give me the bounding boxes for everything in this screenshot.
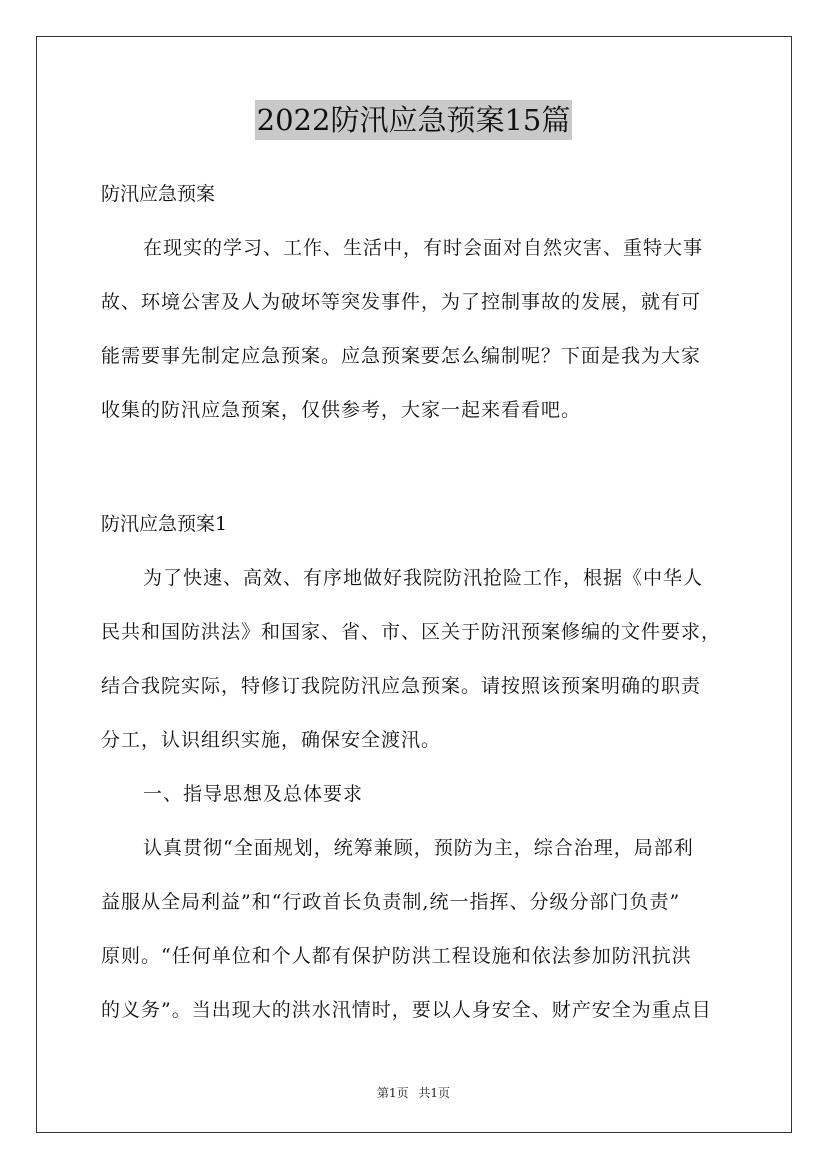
document-title: 2022防汛应急预案15篇 — [255, 100, 573, 140]
paragraph-line: 民共和国防洪法》和国家、省、市、区关于防汛预案修编的文件要求， — [101, 621, 722, 643]
page-total: 共1页 — [418, 1086, 451, 1100]
paragraph-line: 为了快速、高效、有序地做好我院防汛抢险工作，根据《中华人 — [143, 567, 704, 589]
document-body — [101, 174, 727, 1044]
title-container — [0, 100, 827, 140]
item-heading: 一、指导思想及总体要求 — [143, 783, 364, 805]
paragraph-line: 认真贯彻“全面规划，统筹兼顾，预防为主，综合治理，局部利 — [143, 837, 694, 859]
intro-line: 能需要事先制定应急预案。应急预案要怎么编制呢？下面是我为大家 — [101, 345, 702, 367]
subheading: 防汛应急预案1 — [101, 513, 228, 535]
paragraph-line: 原则。“任何单位和个人都有保护防洪工程设施和依法参加防汛抗洪 — [101, 945, 692, 967]
section-heading: 防汛应急预案 — [101, 183, 216, 205]
intro-line: 故、环境公害及人为破坏等突发事件，为了控制事故的发展，就有可 — [101, 291, 702, 313]
page-footer — [0, 1084, 827, 1101]
paragraph-line: 的义务”。当出现大的洪水汛情时，要以人身安全、财产安全为重点目 — [101, 999, 712, 1021]
paragraph-line: 结合我院实际，特修订我院防汛应急预案。请按照该预案明确的职责 — [101, 675, 702, 697]
blank-spacer — [101, 444, 727, 504]
page-number: 第1页 — [376, 1086, 409, 1100]
paragraph-line: 分工，认识组织实施，确保安全渡汛。 — [101, 729, 442, 751]
intro-line: 收集的防汛应急预案，仅供参考，大家一起来看看吧。 — [101, 399, 582, 421]
paragraph-line: 益服从全局利益”和“行政首长负责制,统一指挥、分级分部门负责” — [101, 891, 681, 913]
intro-line: 在现实的学习、工作、生活中，有时会面对自然灾害、重特大事 — [143, 237, 704, 259]
